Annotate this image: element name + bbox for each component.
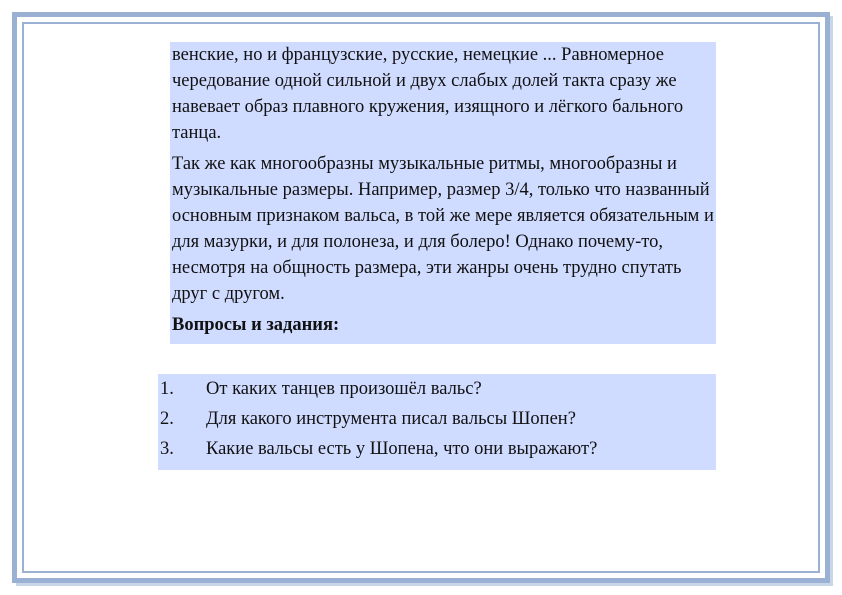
list-item	[158, 376, 716, 402]
frame-shadow-bottom	[16, 583, 833, 586]
frame-shadow-right	[830, 16, 833, 585]
questions-list	[158, 374, 716, 470]
list-item	[158, 406, 716, 432]
list-item-number: 3.	[160, 439, 174, 459]
paragraph-musical-meters: Так же как многообразны музыкальные ритмы, многообразны и музыкальные размеры. Например, размер 3/4, только что названный основным признаком вальса, в той же мере является обязательным и для мазурки, и для полонеза, и для болеро! Однако почему-то, несмотря на общность размера, эти жанры очень трудно спутать друг с другом.	[172, 154, 714, 304]
list-item-number: 1.	[160, 379, 174, 399]
list-item	[158, 436, 716, 462]
text-block	[170, 42, 716, 344]
paragraph-waltz-origins: венские, но и французские, русские, немецкие ... Равномерное чередование одной сильной и двух слабых долей такта сразу же навевает образ плавного кружения, изящного и лёгкого бального танца.	[172, 45, 684, 143]
list-item-text: Какие вальсы есть у Шопена, что они выражают?	[206, 439, 598, 459]
list-item-text: От каких танцев произошёл вальс?	[206, 379, 482, 399]
questions-heading: Вопросы и задания:	[172, 315, 340, 335]
list-item-text: Для какого инструмента писал вальсы Шопен?	[206, 409, 576, 429]
list-item-number: 2.	[160, 409, 174, 429]
